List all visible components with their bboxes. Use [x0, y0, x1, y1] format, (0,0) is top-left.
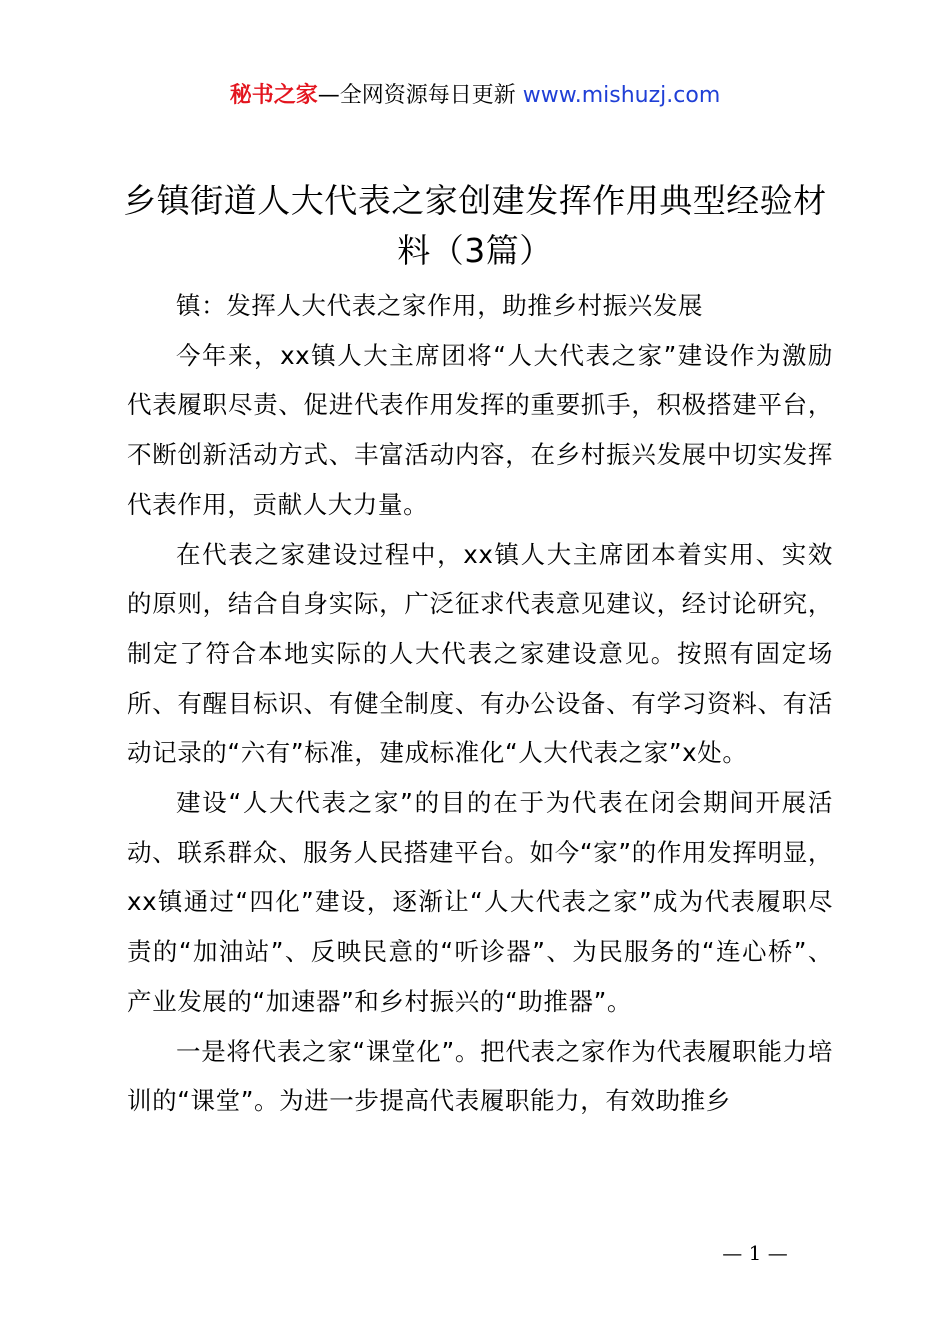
- site-brand: 秘书之家: [229, 83, 318, 108]
- site-tagline: —全网资源每日更新: [317, 83, 523, 108]
- body-paragraph: 在代表之家建设过程中，xx镇人大主席团本着实用、实效的原则，结合自身实际，广泛征求代表意见建议，经讨论研究，制定了符合本地实际的人大代表之家建设意见。按照有固定场所、有醒目标识、有健全制度、有办公设备、有学习资料、有活动记录的“六有”标准，建成标准化“人大代表之家”x处。: [127, 539, 833, 768]
- body-paragraph: 今年来，xx镇人大主席团将“人大代表之家”建设作为激励代表履职尽责、促进代表作用发挥的重要抓手，积极搭建平台，不断创新活动方式、丰富活动内容，在乡村振兴发展中切实发挥代表作用，贡献人大力量。: [127, 340, 833, 519]
- document-body: [127, 281, 833, 1126]
- body-paragraph: 建设“人大代表之家”的目的在于为代表在闭会期间开展活动、联系群众、服务人民搭建平台。如今“家”的作用发挥明显，xx镇通过“四化”建设，逐渐让“人大代表之家”成为代表履职尽责的“加油站”、反映民意的“听诊器”、为民服务的“连心桥”、产业发展的“加速器”和乡村振兴的“助推器”。: [127, 788, 833, 1016]
- document-title: 乡镇街道人大代表之家创建发挥作用典型经验材料（3篇）: [123, 181, 827, 270]
- site-url-link[interactable]: www.mishuzj.com: [522, 83, 721, 108]
- subtitle-paragraph: 镇：发挥人大代表之家作用，助推乡村振兴发展: [176, 291, 704, 320]
- body-paragraph: 一是将代表之家“课堂化”。把代表之家作为代表履职能力培训的“课堂”。为进一步提高代表履职能力，有效助推乡: [127, 1036, 833, 1116]
- site-header: [0, 80, 950, 112]
- page-number: — 1 —: [722, 1241, 788, 1265]
